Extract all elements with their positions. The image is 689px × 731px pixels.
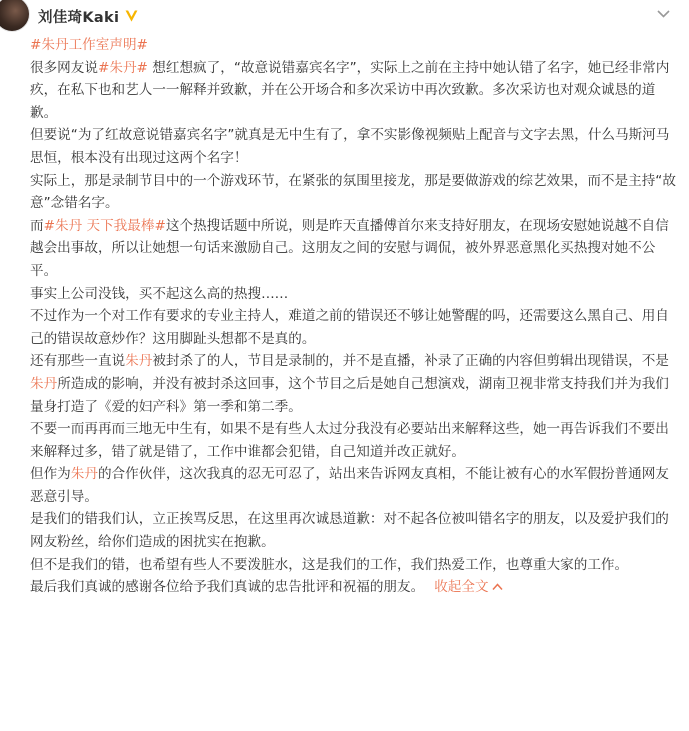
highlighted-name: 朱丹 bbox=[30, 375, 58, 392]
topic-tag-best[interactable]: #朱丹 天下我最棒# bbox=[43, 217, 166, 234]
text-segment: 所造成的影响，并没有被封杀这回事，这个节目之后是她自己想演戏，湖南卫视非常支持我们并为我们量身打造了《爱的妇产科》第一季和第二季。 bbox=[30, 375, 669, 415]
text-segment: 被封杀了的人，节目是录制的，并不是直播，补录了正确的内容但剪辑出现错误，不是 bbox=[152, 353, 669, 370]
verified-badge-icon bbox=[123, 8, 140, 25]
text-segment: 很多网友说 bbox=[30, 59, 98, 76]
text-segment: 这个热搜话题中所说，则是昨天直播傅首尔来支持好朋友，在现场安慰她说越不自信越会出事故，所以让她想一句话来激励自己。这朋友之间的安慰与调侃，被外界恶意黑化买热搜对她不公平。 bbox=[30, 217, 669, 279]
collapse-label: 收起全文 bbox=[434, 579, 489, 596]
paragraph-6: 不过作为一个对工作有要求的专业主持人，难道之前的错误还不够让她警醒的吗，还需要这么黑自己、用自己的错误故意炒作？这用脚趾头想都不是真的。 bbox=[30, 308, 669, 347]
post-content bbox=[30, 34, 680, 599]
chevron-up-icon bbox=[492, 583, 503, 591]
paragraph-9 bbox=[30, 463, 680, 508]
topic-line bbox=[30, 34, 680, 57]
text-segment: 还有那些一直说 bbox=[30, 353, 126, 370]
text-segment: 的合作伙伴，这次我真的忍无可忍了，站出来告诉网友真相，不能让被有心的水军假扮普通网友恶意引导。 bbox=[30, 466, 669, 505]
avatar[interactable] bbox=[0, 0, 30, 32]
chevron-down-icon bbox=[657, 10, 670, 18]
username[interactable]: 刘佳琦Kaki bbox=[38, 9, 120, 26]
text-segment: 想红想疯了，“故意说错嘉宾名字”，实际上之前在主持中她认错了名字，她已经非常内疚，在私下也和艺人一一解释并致歉，并在公开场合和多次采访中再次致歉。多次采访也对观众诚恳的道歉。 bbox=[30, 59, 670, 121]
topic-tag-studio[interactable]: #朱丹工作室声明# bbox=[30, 37, 148, 53]
topic-tag-zhudan[interactable]: #朱丹# bbox=[97, 59, 148, 76]
paragraph-10: 是我们的错我们认，立正挨骂反思，在这里再次诚恳道歉：对不起各位被叫错名字的朋友，以及爱护我们的网友粉丝，给你们造成的困扰实在抱歉。 bbox=[30, 511, 669, 551]
highlighted-name: 朱丹 bbox=[125, 353, 153, 370]
more-options-button[interactable] bbox=[653, 4, 673, 24]
paragraph-2: 但要说“为了红故意说错嘉宾名字”就真是无中生有了，拿不实影像视频贴上配音与文字去黑，什么马斯河马思恒，根本没有出现过这两个名字！ bbox=[30, 127, 670, 166]
text-segment: 而 bbox=[30, 217, 44, 234]
paragraph-1 bbox=[30, 57, 680, 125]
paragraph-4 bbox=[30, 215, 680, 283]
highlighted-name: 朱丹 bbox=[70, 466, 98, 483]
paragraph-3: 实际上，那是录制节目中的一个游戏环节，在紧张的氛围里接龙，那是要做游戏的综艺效果，而不是主持“故意”念错名字。 bbox=[30, 172, 676, 212]
paragraph-7 bbox=[30, 350, 680, 418]
paragraph-11: 但不是我们的错，也希望有些人不要泼脏水，这是我们的工作，我们热爱工作，也尊重大家的工作。 bbox=[30, 556, 629, 573]
paragraph-8: 不要一而再再而三地无中生有，如果不是有些人太过分我没有必要站出来解释这些，她一再告诉我们不要出来解释过多，错了就是错了，工作中谁都会犯错，自己知道并改正就好。 bbox=[30, 421, 669, 460]
text-segment: 最后我们真诚的感谢各位给予我们真诚的忠告批评和祝福的朋友。 bbox=[30, 579, 425, 596]
collapse-button[interactable] bbox=[434, 579, 502, 595]
post-header bbox=[38, 3, 140, 29]
paragraph-5: 事实上公司没钱，买不起这么高的热搜…… bbox=[30, 285, 289, 302]
text-segment: 但作为 bbox=[30, 466, 71, 483]
paragraph-12 bbox=[30, 576, 680, 599]
